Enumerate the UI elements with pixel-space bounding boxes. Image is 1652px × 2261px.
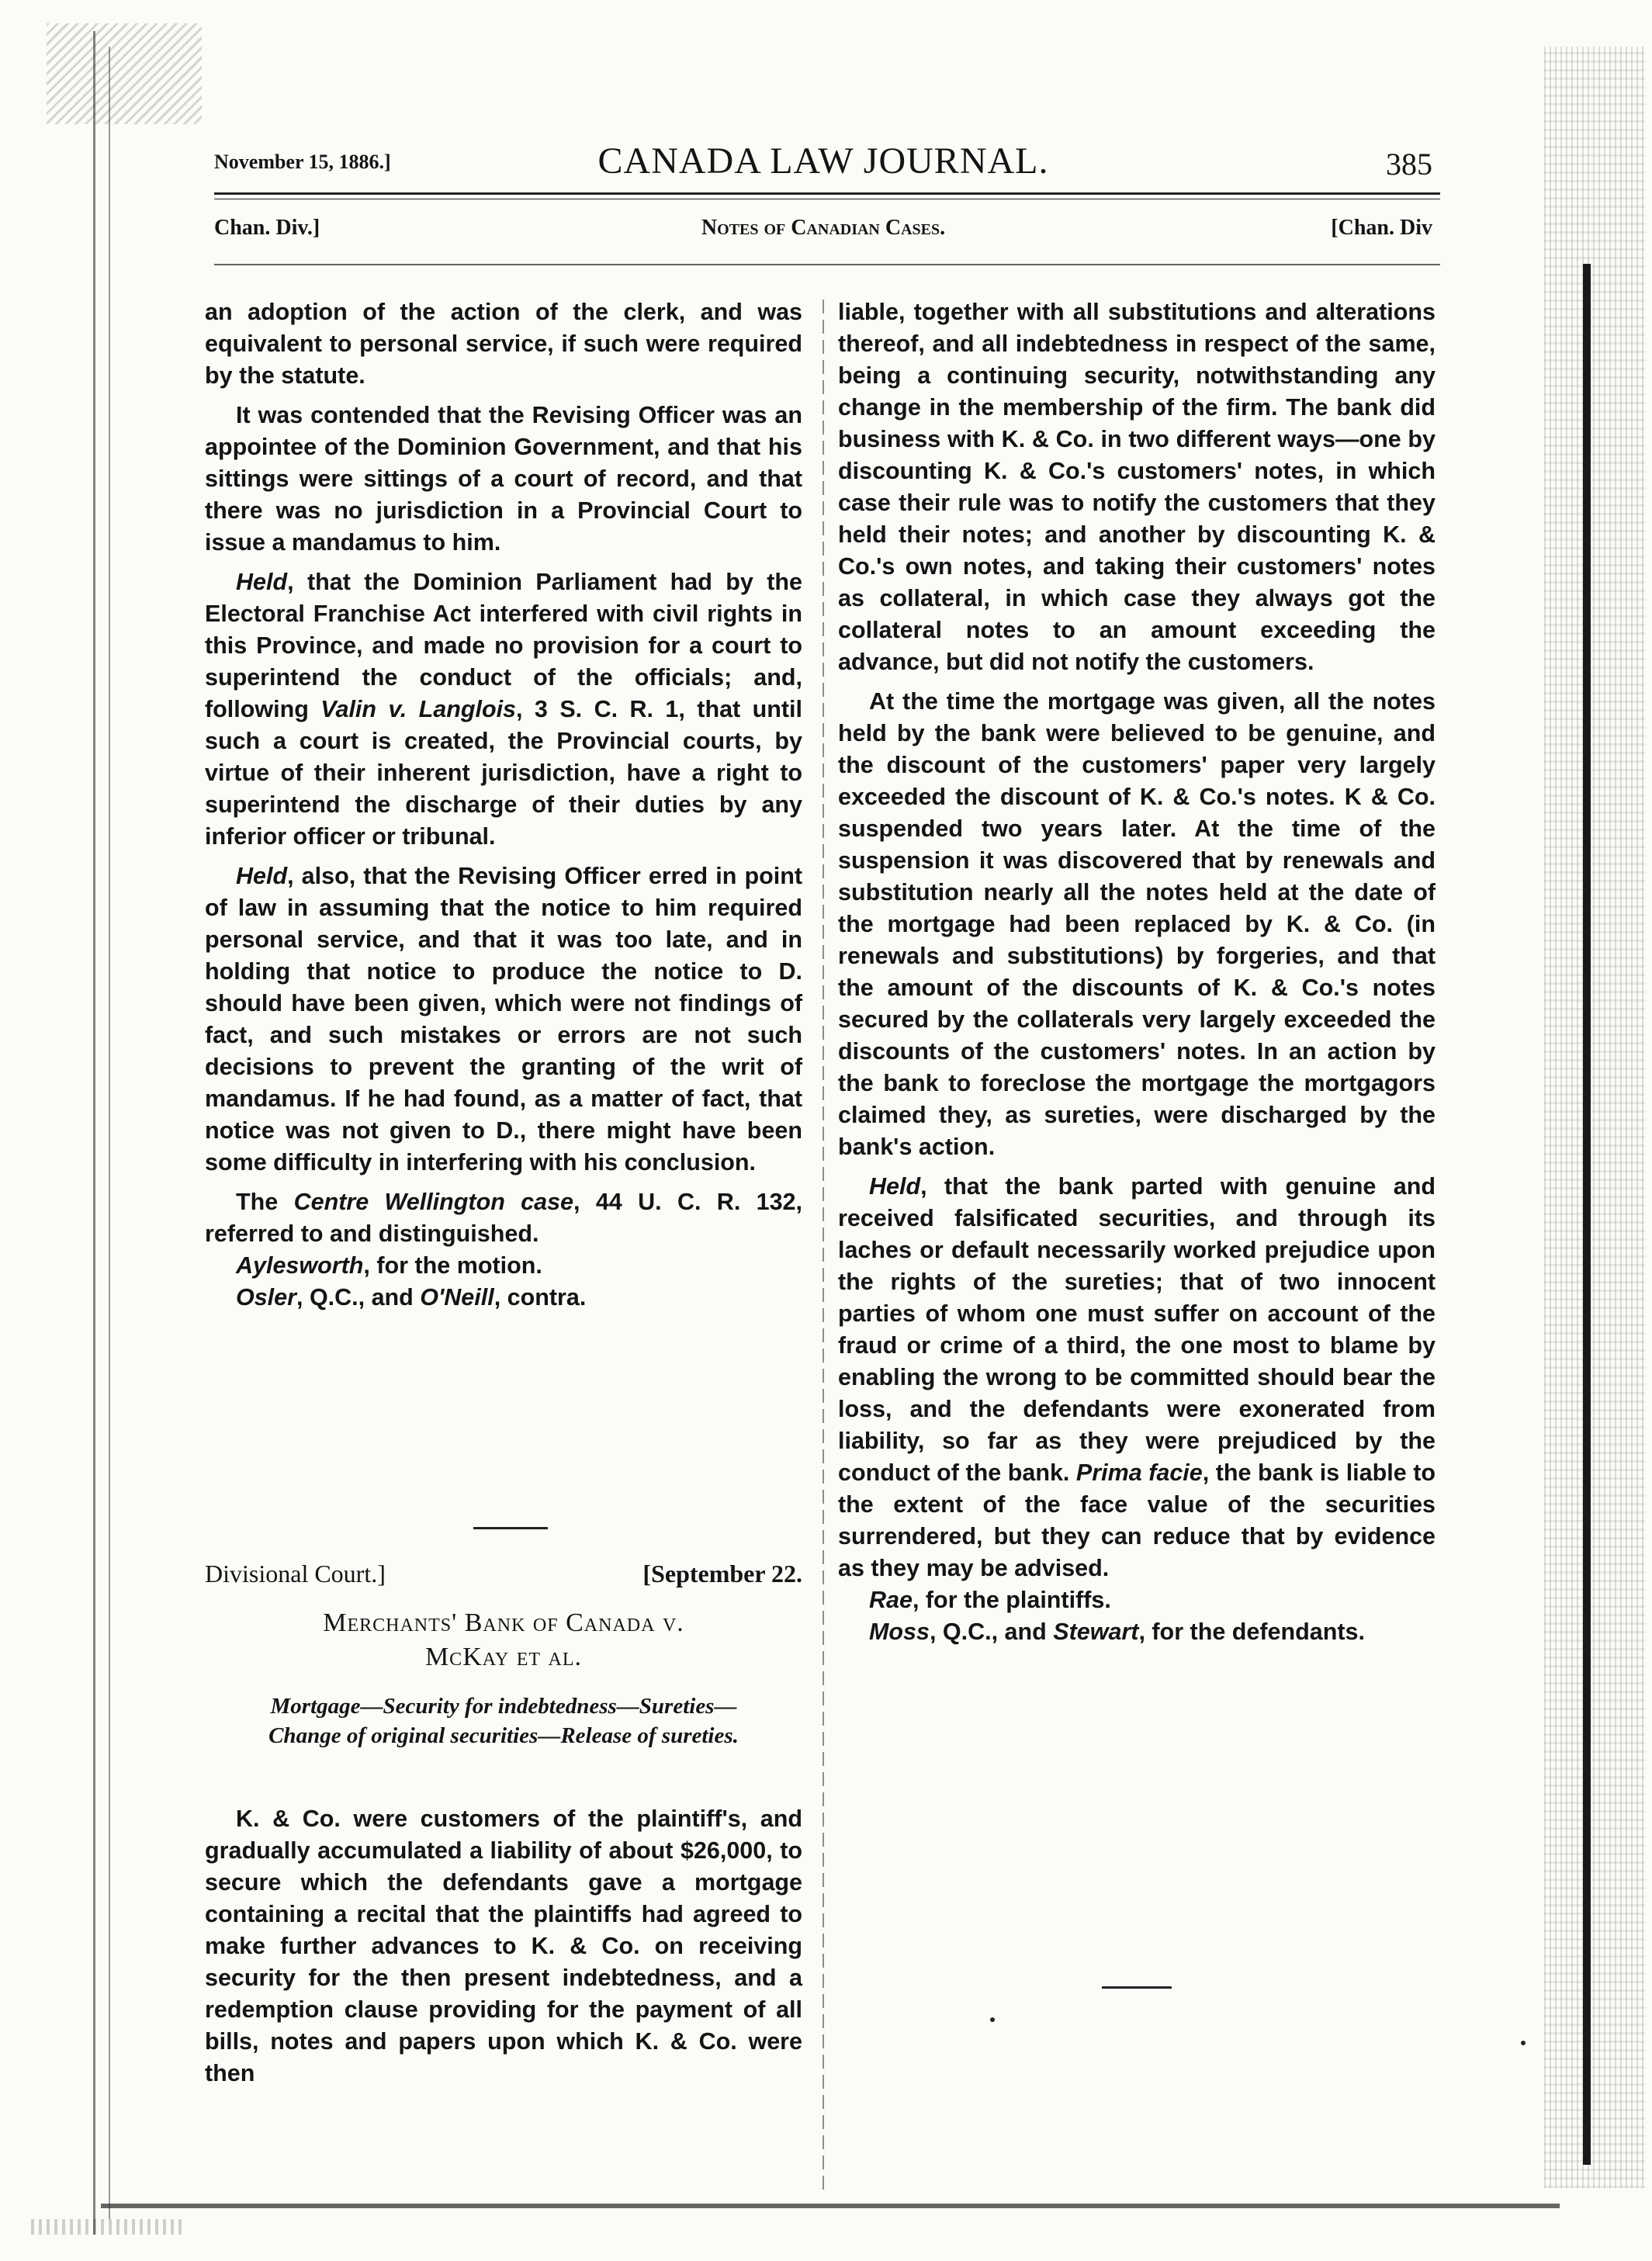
subject-line: Mortgage—Security for indebtedness—Sureties—	[270, 1694, 737, 1719]
paragraph-text: The	[236, 1189, 294, 1215]
counsel-role: , for the motion.	[363, 1252, 542, 1279]
paragraph	[205, 1186, 802, 1250]
end-rule	[1102, 1986, 1172, 1989]
held-label: Held	[236, 569, 288, 595]
ink-speck	[990, 2017, 995, 2022]
paragraph-text: , also, that the Revising Officer erred in point of law in assuming that the notice to him required personal service, and that it was too late, and in holding that notice to produce the notice to D. should have been given, which were not findings of fact, and such mistakes or errors are not such decisions to prevent the granting of the writ of mandamus. If he had found, as a matter of fact, that notice was not given to D., there might have been some difficulty in interfering with his conclusion.	[205, 863, 802, 1176]
paragraph-text: , 3 S. C. R. 1, that until such a court is created, the Provincial courts, by virtue of their inherent jurisdiction, have a right to superintend the discharge of their duties by any inferior officer or tribunal.	[205, 696, 802, 850]
scan-artifact-bottom-left	[31, 2219, 186, 2235]
paragraph: It was contended that the Revising Officer was an appointee of the Dominion Government, and that his sittings were sittings of a court of record, and that there was no jurisdiction in a Provincial Court to issue a mandamus to him.	[205, 402, 802, 556]
court-line	[205, 1560, 802, 1594]
paragraph	[838, 1171, 1436, 1584]
scan-artifact-right-edge	[1544, 47, 1645, 2188]
paragraph: At the time the mortgage was given, all the notes held by the bank were believed to be genuine, and the discount of the customers' paper very largely exceeded the discount of K. & Co.'s notes. K & Co. suspended two years later. At the time of the suspension it was discovered that by renewals and substitution nearly all the notes held at the date of the mortgage had been replaced by K. & Co. (in renewals and substitutions) by forgeries, and that the amount of the discounts of K. & Co.'s notes secured by the collaterals very largely exceeded the discounts of the customers' notes. In an action by the bank to foreclose the mortgage the mortgagors claimed they, as sureties, were discharged by the bank's action.	[838, 688, 1436, 1160]
held-label: Held	[869, 1173, 921, 1200]
left-column	[205, 296, 802, 1314]
paragraph	[205, 566, 802, 853]
running-head-center: Notes of Canadian Cases.	[701, 216, 946, 240]
running-head-right: [Chan. Div	[1331, 216, 1432, 240]
scan-artifact-bottom-edge	[101, 2204, 1560, 2208]
counsel-name: Aylesworth	[236, 1252, 364, 1279]
counsel-name: Moss	[869, 1619, 930, 1645]
counsel-name: Rae	[869, 1587, 913, 1613]
header-rule	[214, 192, 1440, 195]
paragraph-text: , the bank is liable to the extent of the face value of the securities surrendered, but they can reduce that by evidence as they may be advised.	[838, 1459, 1436, 1581]
case-citation: Centre Wellington case	[293, 1189, 574, 1215]
paragraph: liable, together with all substitutions and alterations thereof, and all indebtedness in respect of the same, being a continuing security, notwithstanding any change in the membership of the firm. The bank did business with K. & Co. in two different ways—one by discounting K. & Co.'s customers' notes, in which case their rule was to notify the customers that they held their notes; and another by discounting K. & Co.'s own notes, and taking their customers' notes as collateral, in which case they always got the collateral notes to an amount exceeding the advance, but did not notify the customers.	[838, 299, 1436, 675]
counsel-role: , contra.	[494, 1284, 587, 1311]
journal-title: CANADA LAW JOURNAL.	[597, 140, 1049, 182]
case-title	[205, 1606, 802, 1674]
scan-artifact-right-border	[1583, 264, 1591, 2165]
counsel-role: , for the plaintiffs.	[912, 1587, 1111, 1613]
paragraph-text: , that the bank parted with genuine and received falsificated securities, and through its laches or default necessarily worked prejudice upon the rights of the sureties; that of two innocent parties of whom one must suffer on account of the fraud or crime of a third, the one most to blame by enabling the wrong to be committed should bear the loss, and the defendants were exonerated from liability, so far as they were prejudiced by the conduct of the bank.	[838, 1173, 1436, 1486]
counsel-role: , for the defendants.	[1138, 1619, 1365, 1645]
counsel-role: , Q.C., and	[929, 1619, 1054, 1645]
running-header	[214, 209, 1432, 248]
issue-date: November 15, 1886.]	[214, 151, 391, 173]
counsel-line	[838, 1584, 1436, 1616]
counsel-line	[838, 1616, 1436, 1648]
scan-artifact-left-edge-inner	[109, 47, 133, 2219]
paragraph	[205, 860, 802, 1179]
court-name: Divisional Court.]	[205, 1560, 386, 1588]
page-header	[214, 140, 1432, 189]
running-head-left: Chan. Div.]	[214, 216, 320, 240]
latin-phrase: Prima facie	[1075, 1459, 1203, 1486]
paragraph-text: , that the Dominion Parliament had by the Electoral Franchise Act interfered with civil rights in this Province, and made no provision for a court to superintend the conduct of the officials; and, following	[205, 569, 802, 722]
paragraph-text: , 44 U. C. R. 132, referred to and distinguished.	[205, 1189, 802, 1247]
section-separator	[473, 1527, 548, 1529]
paragraph: an adoption of the action of the clerk, and was equivalent to personal service, if such were required by the statute.	[205, 299, 802, 389]
page-number: 385	[1386, 147, 1432, 182]
case-subject	[205, 1691, 802, 1750]
left-column-case-text	[205, 1803, 802, 2090]
case-title-line: Merchants' Bank of Canada v.	[323, 1608, 684, 1637]
paragraph: K. & Co. were customers of the plaintiff's, and gradually accumulated a liability of about $26,000, to secure which the defendants gave a mortgage containing a recital that the plaintiffs had agreed to make further advances to K. & Co. on receiving security for the then present indebtedness, and a redemption clause providing for the payment of all bills, notes and papers upon which K. & Co. were then	[205, 1806, 802, 2086]
case-citation: Valin v. Langlois	[320, 696, 517, 722]
counsel-name: O'Neill	[420, 1284, 494, 1311]
case-title-line: McKay et al.	[424, 1643, 583, 1671]
decision-date: [September 22.	[642, 1560, 802, 1588]
counsel-name: Stewart	[1053, 1619, 1139, 1645]
counsel-line	[205, 1282, 802, 1314]
counsel-name: Osler	[236, 1284, 296, 1311]
ink-speck	[1521, 2041, 1526, 2045]
counsel-role: , Q.C., and	[296, 1284, 421, 1311]
case-heading	[205, 1560, 802, 1750]
subject-line: Change of original securities—Release of sureties.	[268, 1723, 739, 1748]
column-divider	[823, 296, 824, 2190]
counsel-line	[205, 1250, 802, 1282]
running-header-rule	[214, 264, 1440, 265]
right-column	[838, 296, 1436, 1648]
held-label: Held	[236, 863, 288, 889]
